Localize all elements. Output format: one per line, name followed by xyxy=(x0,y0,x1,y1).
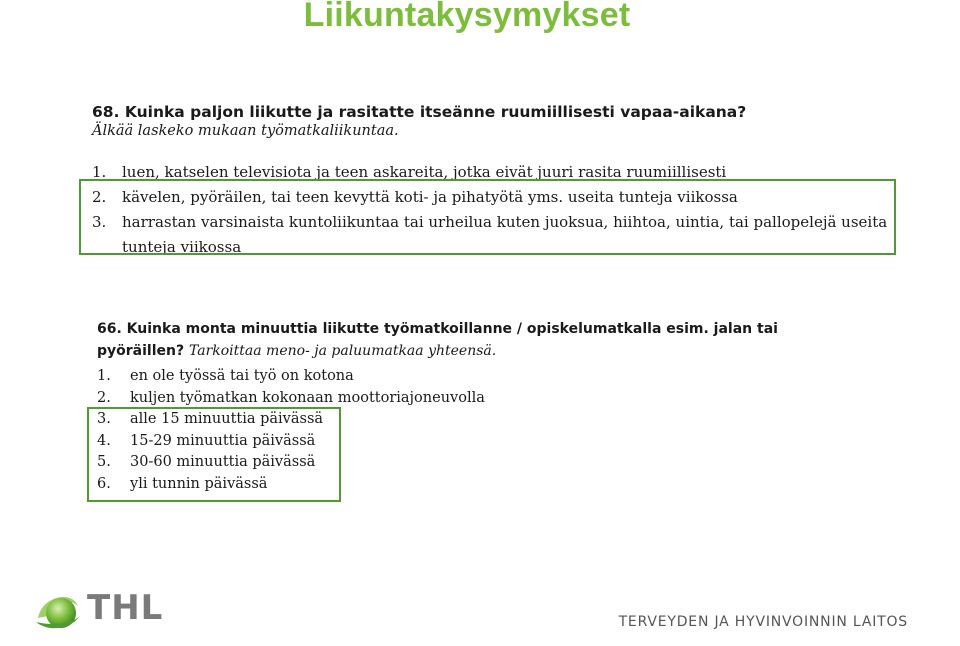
option-text: harrastan varsinaista kuntoliikuntaa tai urheilua kuten juoksua, hiihtoa, uintia, tai pallopelejä useita tunteja viikossa xyxy=(122,213,888,256)
option-number: 5. xyxy=(97,454,111,470)
organization-name: TERVEYDEN JA HYVINVOINNIN LAITOS xyxy=(618,614,908,630)
highlight-box-options-3-6 xyxy=(87,407,341,502)
highlight-box-options-2-3 xyxy=(79,179,896,255)
option-text: 15-29 minuuttia päivässä xyxy=(130,432,316,449)
option-item xyxy=(97,366,485,388)
option-number: 6. xyxy=(97,475,111,492)
option-number: 1. xyxy=(97,368,111,384)
option-text: kävelen, pyöräilen, tai teen kevyttä koti- ja pihatyötä yms. useita tunteja viikossa xyxy=(122,188,738,206)
option-text: 30-60 minuuttia päivässä xyxy=(130,454,316,470)
page-title: Liikuntakysymykset xyxy=(303,0,631,34)
option-number: 2. xyxy=(92,188,107,206)
option-number: 1. xyxy=(92,163,107,181)
option-item xyxy=(97,388,485,410)
thl-logo-text: THL xyxy=(87,588,164,628)
option-number: 3. xyxy=(97,411,111,427)
option-text: luen, katselen televisiota ja teen askareita, jotka eivät juuri rasita ruumiillisesti xyxy=(122,163,727,181)
option-text: alle 15 minuuttia päivässä xyxy=(130,411,324,427)
option-text: kuljen työmatkan kokonaan moottoriajoneuvolla xyxy=(130,389,485,406)
question-66-instruction: Tarkoittaa meno- ja paluumatkaa yhteensä. xyxy=(188,343,497,359)
option-text: en ole työssä tai työ on kotona xyxy=(130,368,354,384)
option-text: yli tunnin päivässä xyxy=(130,475,268,492)
question-68-instruction: Älkää laskeko mukaan työmatkaliikuntaa. xyxy=(92,123,399,139)
question-66-heading xyxy=(97,318,817,362)
option-number: 2. xyxy=(97,389,111,406)
option-number: 4. xyxy=(97,432,111,449)
question-66-title: 66. Kuinka monta minuuttia liikutte työmatkoillanne / opiskelumatkalla esim. jalan tai pyöräillen? xyxy=(97,321,778,359)
question-68-heading: 68. Kuinka paljon liikutte ja rasitatte itseänne ruumiillisesti vapaa-aikana? xyxy=(92,103,747,121)
option-number: 3. xyxy=(92,213,107,231)
